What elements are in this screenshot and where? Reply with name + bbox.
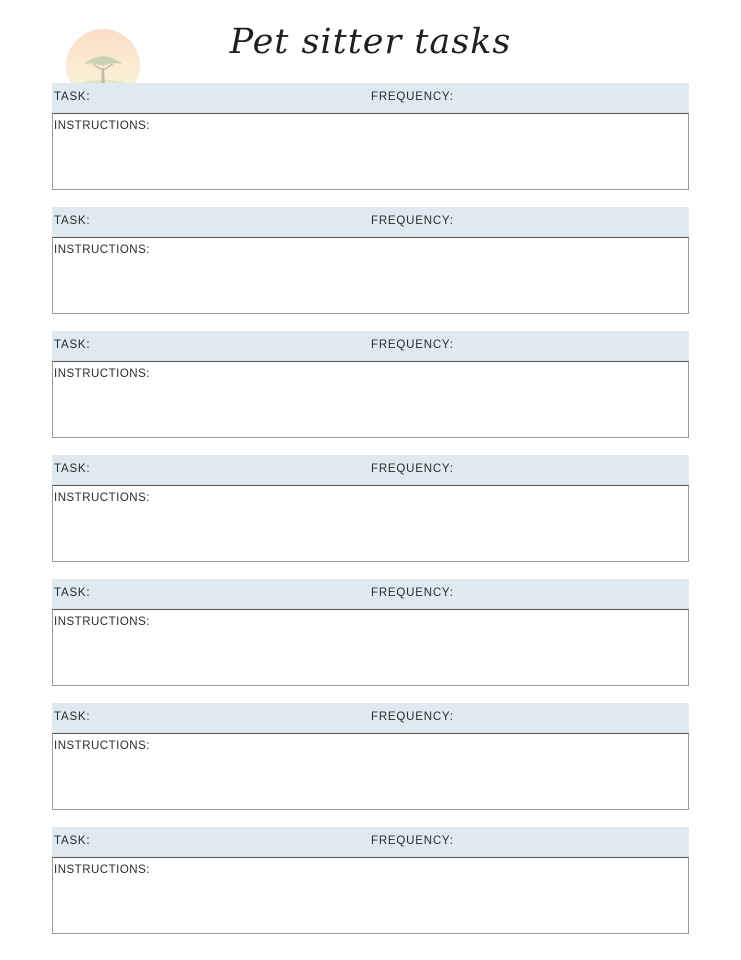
instructions-box xyxy=(52,857,689,934)
instructions-label: INSTRUCTIONS: xyxy=(54,492,150,504)
frequency-label: FREQUENCY: xyxy=(371,587,454,599)
instructions-label: INSTRUCTIONS: xyxy=(54,616,150,628)
instructions-label: INSTRUCTIONS: xyxy=(54,120,150,132)
frequency-label: FREQUENCY: xyxy=(371,463,454,475)
task-block xyxy=(52,579,689,686)
task-block xyxy=(52,83,689,190)
frequency-label: FREQUENCY: xyxy=(371,835,454,847)
task-header xyxy=(52,331,689,361)
instructions-label: INSTRUCTIONS: xyxy=(54,864,150,876)
instructions-label: INSTRUCTIONS: xyxy=(54,244,150,256)
instructions-box xyxy=(52,733,689,810)
instructions-box xyxy=(52,361,689,438)
page-title: Pet sitter tasks xyxy=(229,22,512,62)
instructions-box xyxy=(52,609,689,686)
frequency-label: FREQUENCY: xyxy=(371,91,454,103)
task-block xyxy=(52,207,689,314)
task-header xyxy=(52,579,689,609)
frequency-label: FREQUENCY: xyxy=(371,711,454,723)
frequency-label: FREQUENCY: xyxy=(371,339,454,351)
task-label: TASK: xyxy=(54,339,91,351)
task-list xyxy=(52,83,689,951)
task-label: TASK: xyxy=(54,91,91,103)
task-label: TASK: xyxy=(54,463,91,475)
task-label: TASK: xyxy=(54,835,91,847)
instructions-label: INSTRUCTIONS: xyxy=(54,368,150,380)
task-header xyxy=(52,455,689,485)
task-block xyxy=(52,331,689,438)
task-block xyxy=(52,827,689,934)
task-block xyxy=(52,703,689,810)
task-label: TASK: xyxy=(54,215,91,227)
task-label: TASK: xyxy=(54,587,91,599)
instructions-box xyxy=(52,485,689,562)
instructions-box xyxy=(52,237,689,314)
task-header xyxy=(52,207,689,237)
task-label: TASK: xyxy=(54,711,91,723)
instructions-box xyxy=(52,113,689,190)
task-header xyxy=(52,703,689,733)
task-block xyxy=(52,455,689,562)
task-header xyxy=(52,827,689,857)
frequency-label: FREQUENCY: xyxy=(371,215,454,227)
instructions-label: INSTRUCTIONS: xyxy=(54,740,150,752)
task-header xyxy=(52,83,689,113)
